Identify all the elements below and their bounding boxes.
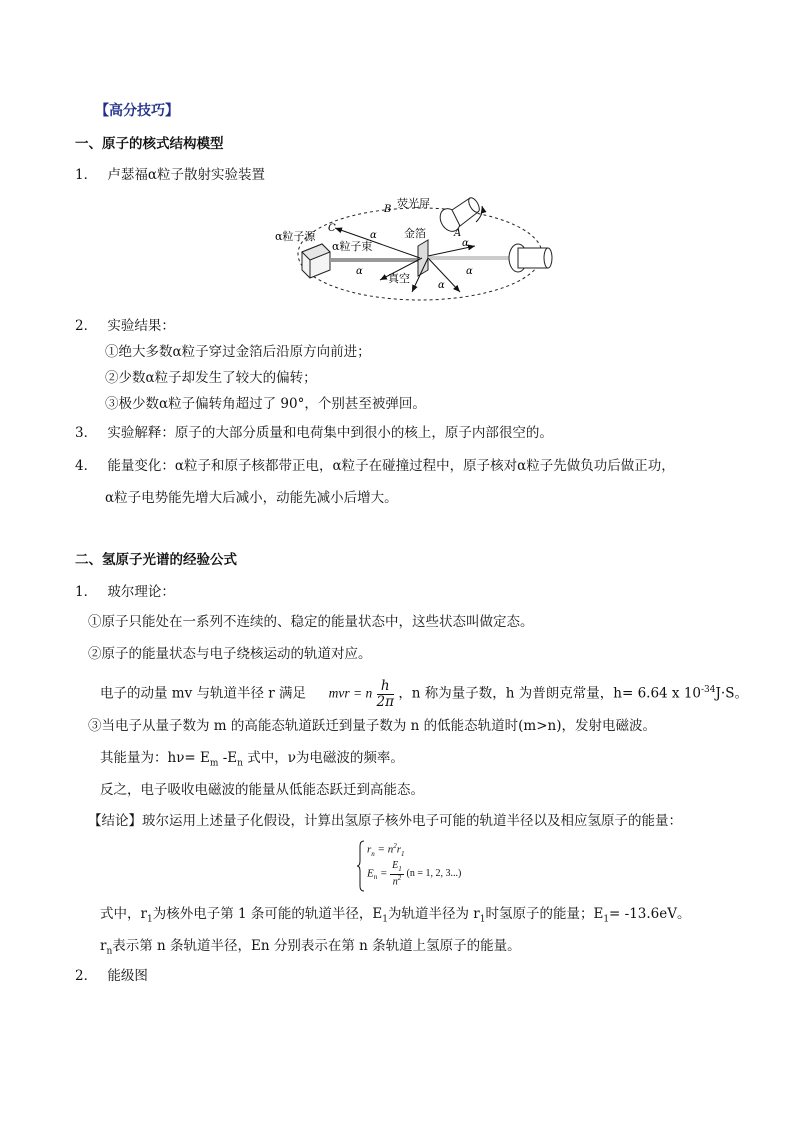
bohr-postulate-2: ②原子的能量状态与电子绕核运动的轨道对应。 — [88, 646, 372, 662]
label-source: α粒子源 — [275, 230, 316, 243]
planck-exponent: -34 — [701, 685, 716, 695]
alpha-source-box — [302, 244, 330, 278]
p8e: = -13.6eV。 — [609, 906, 691, 922]
sub-n: n — [237, 758, 243, 769]
sub1-a: 1 — [146, 914, 153, 925]
En-numerator: $E_1$ — [392, 860, 402, 873]
label-alpha-5: α — [438, 280, 445, 291]
energy-text: 其能量为：hν= E — [100, 750, 210, 766]
item-number: 3． — [75, 425, 98, 441]
label-C: C — [328, 223, 336, 234]
sub1-d: 1 — [603, 914, 610, 925]
fraction-numerator: h — [377, 679, 394, 695]
momentum-line — [100, 672, 748, 712]
rn-sup: 2 — [393, 842, 397, 850]
section2-item1 — [75, 584, 175, 600]
label-beam: α粒子束 — [332, 240, 373, 253]
label-alpha-2: α — [356, 266, 363, 277]
item-text: 能量变化：α粒子和原子核都带正电，α粒子在碰撞过程中，原子核对α粒子先做负功后做正功， — [107, 458, 675, 474]
section1-item3 — [75, 425, 553, 441]
r1-symbol: r — [396, 843, 401, 856]
item-number: 1． — [75, 167, 98, 183]
section1-item2 — [75, 318, 175, 334]
fraction-denominator: 2π — [376, 693, 395, 710]
momentum-text-before: 电子的动量 mv 与轨道半径 r 满足 — [100, 685, 307, 702]
energy-mid: -E — [218, 750, 238, 766]
conclusion-line: 【结论】玻尔运用上述量子化假设，计算出氢原子核外电子可能的轨道半径以及相应氢原子的能量： — [88, 813, 682, 829]
absorption-line: 反之，电子吸收电磁波的能量从低能态跃迁到高能态。 — [100, 782, 424, 798]
rn-symbol: r — [367, 843, 372, 856]
section2-item2 — [75, 968, 148, 984]
p9b: 表示第 n 条轨道半径，En 分别表示在第 n 条轨道上氢原子的能量。 — [112, 938, 521, 954]
rn-explanation — [100, 938, 521, 957]
En-eq: = — [377, 867, 391, 880]
alpha-beam — [330, 258, 418, 262]
En-fraction — [390, 860, 404, 887]
result-point-3: ③极少数α粒子偏转角超过了 90°，个别甚至被弹回。 — [105, 396, 426, 412]
energy-line — [100, 750, 404, 769]
label-alpha-1: α — [370, 230, 377, 241]
item-text: 卢瑟福α粒子散射实验装置 — [107, 167, 266, 183]
result-point-1: ①绝大多数α粒子穿过金箔后沿原方向前进； — [105, 344, 371, 360]
rutherford-apparatus-figure — [270, 192, 570, 312]
energy-equation: $E_n$ = $\frac{E_1}{n^2}$ (n = 1, 2, 3...) — [367, 860, 462, 888]
label-alpha-3: α — [466, 266, 473, 277]
section1-item4-line2: α粒子电势能先增大后减小，动能先减小后增大。 — [105, 490, 398, 506]
energy-after: 式中，ν为电磁波的频率。 — [242, 750, 404, 766]
planck-unit: J·S。 — [715, 685, 748, 702]
p8d: 时氢原子的能量；E — [485, 906, 604, 922]
item-text: 实验解释：原子的大部分质量和电荷集中到很小的核上，原子内部很空的。 — [107, 425, 553, 441]
item-number: 2． — [75, 968, 98, 984]
bohr-equation-system — [357, 838, 507, 894]
rn-eq: = n — [374, 843, 394, 856]
item-number: 4． — [75, 458, 98, 474]
formula-fraction-h-2pi — [377, 679, 394, 710]
p9-sub: n — [106, 946, 113, 957]
section2-title: 二、氢原子光谱的经验公式 — [75, 552, 237, 568]
label-foil: 金箔 — [404, 227, 426, 240]
label-vacuum: 真空 — [388, 272, 410, 285]
n-range: (n = 1, 2, 3...) — [406, 868, 462, 880]
item-text: 玻尔理论： — [107, 584, 175, 600]
En-symbol: E — [367, 867, 374, 880]
bohr-postulate-1: ①原子只能处在一系列不连续的、稳定的能量状态中，这些状态叫做定态。 — [88, 614, 534, 630]
section1-title: 一、原子的核式结构模型 — [75, 136, 224, 152]
section1-item1 — [75, 167, 265, 183]
item-text: 实验结果： — [107, 318, 175, 334]
sub-m: m — [209, 758, 219, 769]
section1-item4 — [75, 458, 675, 474]
p8b: 为核外电子第 1 条可能的轨道半径，E — [152, 906, 383, 922]
bohr-postulate-3: ③当电子从量子数为 m 的高能态轨道跃迁到量子数为 n 的低能态轨道时(m>n)，发射电磁波。 — [88, 718, 657, 734]
sub1-c: 1 — [479, 914, 486, 925]
label-B: B — [384, 204, 392, 215]
result-point-2: ②少数α粒子却发生了较大的偏转； — [105, 370, 317, 386]
label-alpha-4: α — [462, 238, 469, 249]
label-screen: 荧光屏 — [397, 197, 430, 210]
radius-equation: $r_n = n^2r_1$ — [367, 842, 405, 858]
item-number: 1． — [75, 584, 98, 600]
left-brace — [357, 840, 365, 892]
En-denominator: $n^2$ — [392, 873, 402, 888]
item-text: 能级图 — [107, 968, 148, 984]
p8c: 为轨道半径为 r — [387, 906, 480, 922]
detector-right — [509, 244, 552, 272]
formula-mvr: mvr = n — [328, 685, 373, 701]
sub1-b: 1 — [382, 914, 388, 925]
page-heading: 【高分技巧】 — [95, 103, 179, 119]
label-A: A — [454, 228, 462, 239]
p8a: 式中，r — [100, 906, 147, 922]
radius-explanation — [100, 906, 691, 925]
item-number: 2． — [75, 318, 98, 334]
momentum-text-after: ，n 称为量子数，h 为普朗克常量，h= 6.64 x 10 — [398, 685, 702, 702]
p9a: r — [100, 938, 107, 954]
